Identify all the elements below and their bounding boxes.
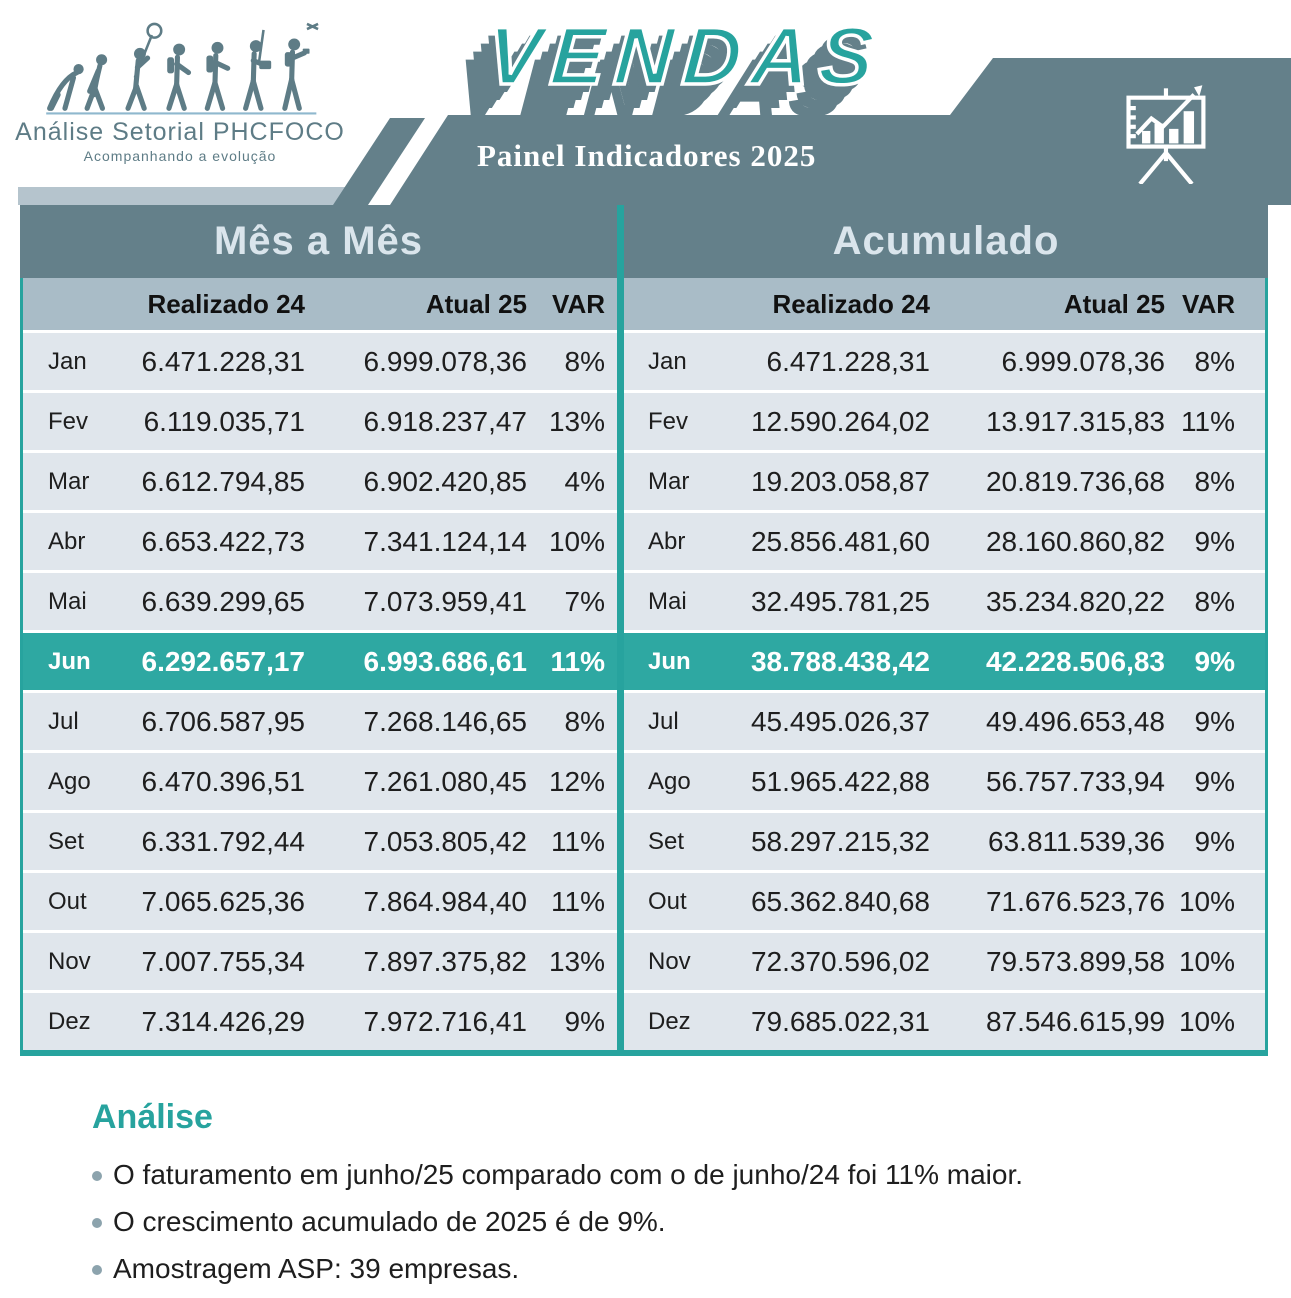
logo-title: Análise Setorial PHCFOCO [15, 118, 345, 146]
month-cell: Jan [648, 348, 687, 375]
bullet-dot-icon [92, 1218, 102, 1228]
evolution-silhouettes-icon [24, 18, 336, 116]
realizado24-cell: 6.470.396,51 [141, 766, 305, 797]
accumulated-table-title: Acumulado [832, 219, 1060, 263]
table-row [20, 633, 617, 690]
table-row [624, 333, 1268, 390]
var-cell: 8% [1194, 586, 1235, 617]
var-cell: 9% [1194, 766, 1235, 797]
analysis-section [92, 1098, 1232, 1298]
atual25-cell: 35.234.820,22 [985, 586, 1165, 617]
month-cell: Ago [48, 768, 91, 795]
realizado24-cell: 6.639.299,65 [141, 586, 305, 617]
table-row [20, 873, 617, 930]
month-cell: Set [48, 828, 85, 855]
header [0, 0, 1291, 205]
realizado24-cell: 6.471.228,31 [766, 346, 930, 377]
atual25-cell: 6.993.686,61 [363, 646, 527, 677]
realizado24-cell: 38.788.438,42 [750, 646, 930, 677]
presentation-chart-icon [1115, 80, 1219, 184]
bullet-dot-icon [92, 1265, 102, 1275]
realizado24-cell: 7.314.426,29 [141, 1006, 305, 1037]
logo-tagline: Acompanhando a evolução [83, 148, 277, 164]
month-cell: Jun [648, 648, 691, 675]
realizado24-cell: 7.007.755,34 [141, 946, 305, 977]
month-cell: Mar [48, 468, 90, 495]
month-cell: Abr [648, 528, 686, 555]
realizado24-cell: 6.292.657,17 [141, 646, 305, 677]
table-row [20, 393, 617, 450]
month-cell: Mar [648, 468, 690, 495]
month-cell: Set [648, 828, 685, 855]
realizado24-cell: 65.362.840,68 [750, 886, 930, 917]
analysis-bullet-list [92, 1159, 1232, 1285]
var-cell: 11% [1181, 406, 1235, 437]
month-cell: Jan [48, 348, 87, 375]
logo-underline-bar [18, 187, 359, 205]
table-row [624, 993, 1268, 1050]
phcfoco-logo [5, 18, 355, 164]
table-bottom-border [20, 1050, 1268, 1056]
realizado24-cell: 32.495.781,25 [750, 586, 930, 617]
realizado24-cell: 6.331.792,44 [141, 826, 305, 857]
analysis-bullet: O faturamento em junho/25 comparado com o de junho/24 foi 11% maior. [92, 1159, 1232, 1191]
table-row [624, 633, 1268, 690]
atual25-cell: 71.676.523,76 [985, 886, 1165, 917]
accumulated-table-header-row [624, 278, 1268, 330]
month-cell: Dez [48, 1008, 91, 1035]
var-cell: 9% [1194, 646, 1235, 677]
table-divider [617, 205, 624, 1056]
var-cell: 10% [1178, 946, 1235, 977]
var-cell: 9% [1194, 526, 1235, 557]
atual25-cell: 6.999.078,36 [363, 346, 527, 377]
atual25-cell: 6.902.420,85 [363, 466, 527, 497]
monthly-table-title: Mês a Mês [213, 219, 424, 263]
realizado24-cell: 79.685.022,31 [750, 1006, 930, 1037]
table-row [624, 393, 1268, 450]
month-cell: Mai [648, 588, 687, 615]
month-cell: Dez [648, 1008, 691, 1035]
table-row [624, 813, 1268, 870]
realizado24-cell: 6.612.794,85 [141, 466, 305, 497]
table-row [20, 693, 617, 750]
table-row [624, 573, 1268, 630]
table-row [624, 933, 1268, 990]
accumulated-table [624, 278, 1268, 1050]
atual25-cell: 7.341.124,14 [363, 526, 527, 557]
month-column-header [20, 278, 110, 330]
var-cell: 8% [1194, 346, 1235, 377]
atual25-cell: 6.918.237,47 [363, 406, 527, 437]
realizado24-cell: 6.653.422,73 [141, 526, 305, 557]
realizado24-cell: 25.856.481,60 [750, 526, 930, 557]
atual25-cell: 7.268.146,65 [363, 706, 527, 737]
month-cell: Nov [648, 948, 691, 975]
bullet-dot-icon [92, 1171, 102, 1181]
var-cell: 9% [1194, 706, 1235, 737]
var-cell: 13% [548, 946, 605, 977]
var-cell: 10% [1178, 1006, 1235, 1037]
month-cell: Fev [648, 408, 689, 435]
table-row [624, 453, 1268, 510]
var-cell: 8% [564, 346, 605, 377]
month-cell: Jul [48, 708, 79, 735]
table-row [20, 933, 617, 990]
realizado24-cell: 19.203.058,87 [750, 466, 930, 497]
atual25-column-header: Atual 25 [1063, 289, 1165, 319]
realizado24-column-header: Realizado 24 [147, 289, 305, 319]
atual25-cell: 49.496.653,48 [985, 706, 1165, 737]
realizado24-cell: 45.495.026,37 [750, 706, 930, 737]
month-cell: Jul [648, 708, 679, 735]
table-right-border [1265, 278, 1268, 1056]
atual25-cell: 63.811.539,36 [988, 826, 1165, 857]
atual25-cell: 7.864.984,40 [363, 886, 527, 917]
realizado24-cell: 7.065.625,36 [141, 886, 305, 917]
table-row [20, 993, 617, 1050]
realizado24-cell: 51.965.422,88 [750, 766, 930, 797]
realizado24-column-header: Realizado 24 [772, 289, 930, 319]
var-cell: 13% [548, 406, 605, 437]
analysis-bullet: O crescimento acumulado de 2025 é de 9%. [92, 1206, 1232, 1238]
atual25-cell: 7.261.080,45 [363, 766, 527, 797]
realizado24-cell: 6.119.035,71 [143, 406, 305, 437]
realizado24-cell: 6.471.228,31 [141, 346, 305, 377]
atual25-cell: 7.053.805,42 [363, 826, 527, 857]
atual25-cell: 13.917.315,83 [985, 406, 1165, 437]
var-cell: 8% [564, 706, 605, 737]
var-cell: 4% [564, 466, 605, 497]
table-row [20, 753, 617, 810]
var-cell: 9% [564, 1006, 605, 1037]
var-cell: 12% [548, 766, 605, 797]
var-cell: 11% [551, 886, 605, 917]
month-cell: Nov [48, 948, 91, 975]
vendas-wordmark: VENDAS [483, 11, 886, 102]
analysis-title: Análise [92, 1098, 213, 1136]
realizado24-cell: 6.706.587,95 [141, 706, 305, 737]
analysis-bullet: Amostragem ASP: 39 empresas. [92, 1253, 1232, 1285]
var-column-header: VAR [552, 289, 605, 319]
var-column-header: VAR [1182, 289, 1235, 319]
atual25-cell: 7.897.375,82 [363, 946, 527, 977]
table-row [624, 753, 1268, 810]
table-row [20, 453, 617, 510]
atual25-cell: 7.073.959,41 [363, 586, 527, 617]
atual25-cell: 79.573.899,58 [985, 946, 1165, 977]
table-row [20, 513, 617, 570]
var-cell: 9% [1194, 826, 1235, 857]
monthly-table-header-row [20, 278, 617, 330]
indicator-tables [20, 205, 1268, 1056]
atual25-cell: 42.228.506,83 [985, 646, 1165, 677]
var-cell: 11% [551, 826, 605, 857]
month-cell: Out [648, 888, 687, 915]
table-row [624, 873, 1268, 930]
var-cell: 7% [564, 586, 605, 617]
month-column-header [624, 278, 704, 330]
table-row [20, 813, 617, 870]
table-row [20, 333, 617, 390]
table-row [624, 513, 1268, 570]
atual25-cell: 56.757.733,94 [985, 766, 1165, 797]
banner-subtitle: Painel Indicadores 2025 [477, 138, 817, 173]
realizado24-cell: 58.297.215,32 [750, 826, 930, 857]
var-cell: 10% [1178, 886, 1235, 917]
var-cell: 11% [550, 646, 605, 677]
table-row [624, 693, 1268, 750]
atual25-cell: 87.546.615,99 [985, 1006, 1165, 1037]
atual25-cell: 7.972.716,41 [363, 1006, 527, 1037]
atual25-cell: 20.819.736,68 [985, 466, 1165, 497]
atual25-column-header: Atual 25 [425, 289, 527, 319]
atual25-cell: 28.160.860,82 [985, 526, 1165, 557]
month-cell: Mai [48, 588, 87, 615]
realizado24-cell: 12.590.264,02 [750, 406, 930, 437]
table-row [20, 573, 617, 630]
var-cell: 8% [1194, 466, 1235, 497]
realizado24-cell: 72.370.596,02 [750, 946, 930, 977]
month-cell: Out [48, 888, 87, 915]
month-cell: Fev [48, 408, 89, 435]
var-cell: 10% [548, 526, 605, 557]
month-cell: Jun [48, 648, 91, 675]
month-cell: Ago [648, 768, 691, 795]
atual25-cell: 6.999.078,36 [1001, 346, 1165, 377]
table-left-border [20, 278, 23, 1056]
month-cell: Abr [48, 528, 86, 555]
monthly-table [20, 278, 617, 1050]
